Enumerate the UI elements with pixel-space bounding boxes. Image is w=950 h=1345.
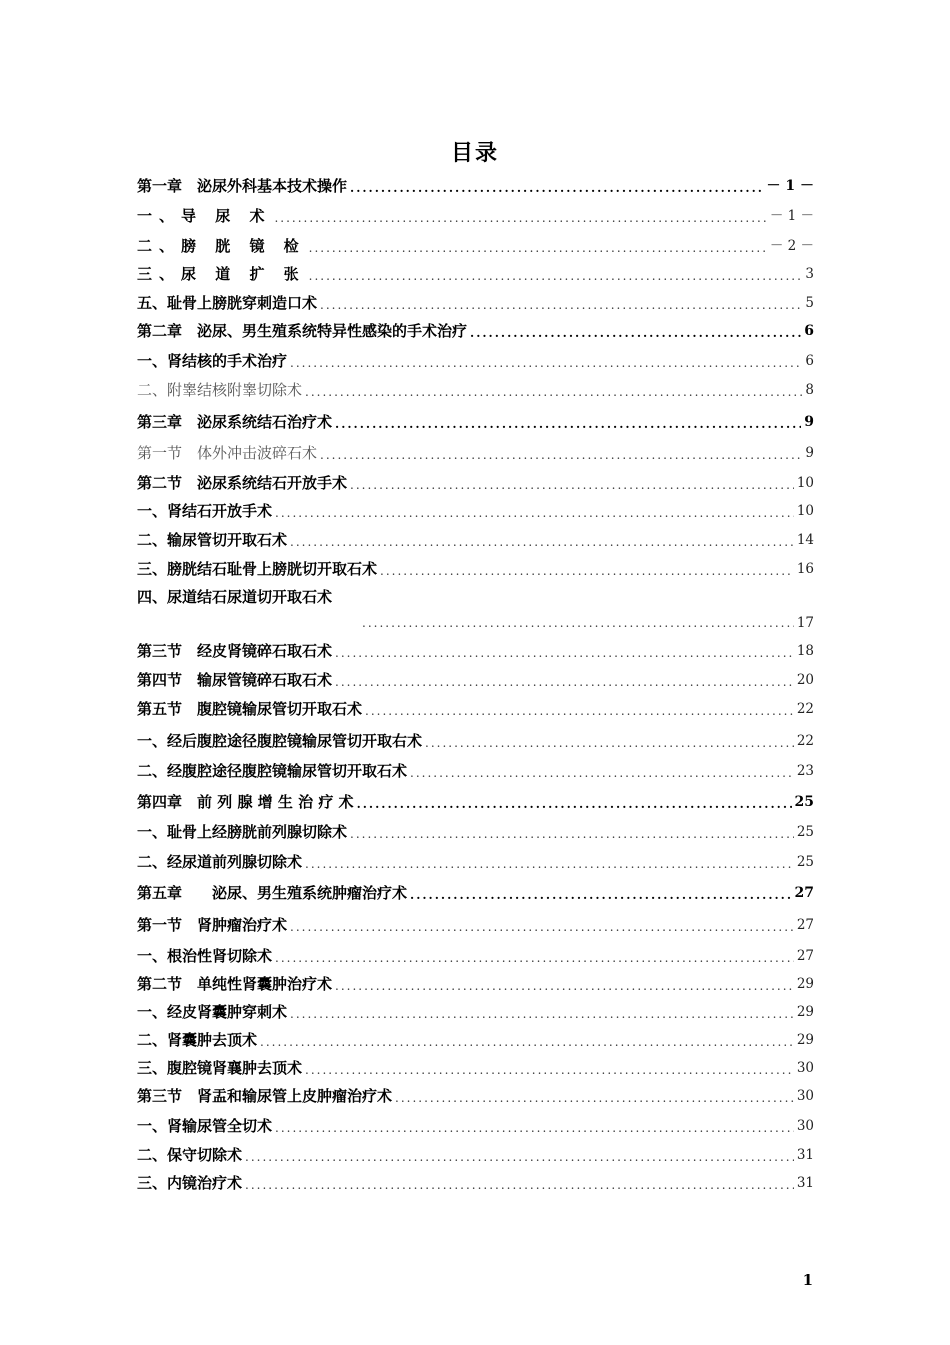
- toc-entry-title: 第三节 经皮肾镜碎石取石术: [137, 642, 333, 660]
- toc-entry-title: 第五节 腹腔镜输尿管切开取石术: [137, 700, 363, 718]
- toc-entry-title: 第一章 泌尿外科基本技术操作: [137, 177, 348, 195]
- toc-entry-page: 25: [796, 854, 814, 870]
- toc-entry[interactable]: [137, 823, 814, 841]
- toc-entry-title: 一、耻骨上经膀胱前列腺切除术: [137, 823, 348, 841]
- toc-entry-title: 三、膀胱结石耻骨上膀胱切开取石术: [137, 560, 378, 578]
- toc-entry-title: 第五章 泌尿、男生殖系统肿瘤治疗术: [137, 884, 408, 902]
- toc-dot-leader: [274, 211, 766, 225]
- toc-entry[interactable]: [137, 352, 814, 370]
- toc-entry-page: 9: [804, 414, 814, 430]
- toc-entry-page: 6: [805, 353, 814, 369]
- toc-dot-leader: [335, 675, 794, 689]
- toc-entry-title: 一、肾输尿管全切术: [137, 1117, 273, 1135]
- toc-dot-leader: [350, 827, 794, 841]
- toc-entry-title: 第二节 单纯性肾囊肿治疗术: [137, 975, 333, 993]
- toc-dot-leader: [275, 506, 794, 520]
- toc-dot-leader: [410, 766, 794, 780]
- toc-entry-title: 二、肾囊肿去顶术: [137, 1031, 258, 1049]
- toc-entry-title: 一、根治性肾切除术: [137, 947, 273, 965]
- toc-entry-title: 三、内镜治疗术: [137, 1174, 243, 1192]
- toc-entry[interactable]: [137, 642, 814, 660]
- toc-entry[interactable]: [137, 237, 814, 255]
- toc-dot-leader: [275, 1121, 794, 1135]
- toc-dot-leader: [335, 646, 794, 660]
- toc-entry-title: 第一节 体外冲击波碎石术: [137, 444, 318, 462]
- toc-entry-title: 三、腹腔镜肾襄肿去顶术: [137, 1059, 303, 1077]
- toc-dot-leader: [309, 269, 803, 283]
- toc-dot-leader: [290, 920, 794, 934]
- toc-entry-page: 30: [796, 1060, 814, 1076]
- toc-dot-leader: [350, 181, 763, 195]
- toc-entry-page: 6: [804, 323, 814, 339]
- toc-entry-title: 一、导 尿 术: [137, 207, 272, 225]
- toc-dot-leader: [362, 614, 794, 632]
- toc-entry-page: 16: [796, 561, 814, 577]
- toc-entry-title: 二、输尿管切开取石术: [137, 531, 288, 549]
- toc-entry-title: 二、经尿道前列腺切除术: [137, 853, 303, 871]
- toc-dot-leader: [290, 356, 802, 370]
- toc-entry[interactable]: [137, 853, 814, 871]
- page-number: 1: [802, 1271, 813, 1289]
- toc-entry-continuation[interactable]: [137, 614, 814, 632]
- toc-entry-page: 17: [796, 615, 814, 631]
- toc-entry-title: 第四节 输尿管镜碎石取石术: [137, 671, 333, 689]
- toc-entry[interactable]: [137, 1003, 814, 1021]
- toc-entry[interactable]: [137, 762, 814, 780]
- toc-dot-leader: [335, 979, 794, 993]
- toc-entry-page: 5: [805, 295, 814, 311]
- toc-entry-page: 22: [796, 733, 814, 749]
- toc-dot-leader: [357, 797, 792, 811]
- toc-dot-leader: [320, 448, 802, 462]
- toc-entry-title: 第三章 泌尿系统结石治疗术: [137, 413, 333, 431]
- toc-entry-page: 27: [796, 948, 814, 964]
- toc-entry[interactable]: [137, 700, 814, 718]
- toc-dot-leader: [305, 1063, 794, 1077]
- toc-entry-page: 10: [796, 503, 814, 519]
- toc-entry-page: 18: [796, 643, 814, 659]
- toc-entry[interactable]: [137, 793, 814, 811]
- toc-entry-page: 3: [805, 266, 814, 282]
- toc-entry[interactable]: [137, 381, 814, 399]
- toc-entry[interactable]: [137, 884, 814, 902]
- toc-entry-page: 29: [796, 976, 814, 992]
- toc-entry-page: 20: [796, 672, 814, 688]
- toc-entry-title: 二、附睾结核附睾切除术: [137, 381, 303, 399]
- toc-entry-title: 二、经腹腔途径腹腔镜输尿管切开取石术: [137, 762, 408, 780]
- toc-entry-page: 9: [805, 445, 814, 461]
- toc-dot-leader: [410, 888, 792, 902]
- toc-entry[interactable]: [137, 671, 814, 689]
- page-title: 目录: [450, 140, 499, 166]
- toc-dot-leader: [320, 298, 802, 312]
- toc-entry[interactable]: [137, 1146, 814, 1164]
- toc-entry-page: 30: [796, 1088, 814, 1104]
- toc-entry[interactable]: [137, 294, 814, 312]
- toc-entry-page: 29: [796, 1032, 814, 1048]
- toc-dot-leader: [335, 417, 801, 431]
- toc-dot-leader: [290, 1007, 794, 1021]
- toc-entry[interactable]: [137, 1087, 814, 1105]
- toc-entry-title: 一、肾结石开放手术: [137, 502, 273, 520]
- toc-dot-leader: [395, 1091, 794, 1105]
- toc-entry[interactable]: [137, 947, 814, 965]
- toc-entry-page: 27: [794, 885, 814, 901]
- toc-entry-page: 31: [796, 1175, 814, 1191]
- toc-entry-title: 一、经皮肾囊肿穿刺术: [137, 1003, 288, 1021]
- toc-dot-leader: [245, 1150, 794, 1164]
- toc-entry-title: 一、肾结核的手术治疗: [137, 352, 288, 370]
- toc-dot-leader: [365, 704, 794, 718]
- toc-entry-page: 22: [796, 701, 814, 717]
- toc-entry-page: 8: [805, 382, 814, 398]
- toc-entry-page: 30: [796, 1118, 814, 1134]
- toc-entry-page: 29: [796, 1004, 814, 1020]
- toc-dot-leader: [305, 857, 794, 871]
- toc-entry-title: 一、经后腹腔途径腹腔镜输尿管切开取右术: [137, 732, 423, 750]
- toc-entry-page: 25: [794, 794, 814, 810]
- toc-entry[interactable]: [137, 502, 814, 520]
- toc-entry-title: 第三节 肾盂和输尿管上皮肿瘤治疗术: [137, 1087, 393, 1105]
- toc-entry-page: 27: [796, 917, 814, 933]
- table-of-contents: [137, 172, 814, 1192]
- toc-entry[interactable]: [137, 732, 814, 750]
- toc-entry-title: 第一节 肾肿瘤治疗术: [137, 916, 288, 934]
- toc-dot-leader: [260, 1035, 794, 1049]
- toc-entry-title: 第四章 前 列 腺 增 生 治 疗 术: [137, 793, 354, 811]
- toc-dot-leader: [275, 951, 794, 965]
- toc-entry-title: 二、保守切除术: [137, 1146, 243, 1164]
- toc-dot-leader: [290, 535, 794, 549]
- toc-dot-leader: [380, 564, 794, 578]
- toc-entry[interactable]: [137, 1117, 814, 1135]
- toc-entry[interactable]: [137, 1059, 814, 1077]
- toc-entry-title: 四、尿道结石尿道切开取石术: [137, 588, 333, 606]
- toc-entry-title: 三、尿 道 扩 张: [137, 265, 306, 283]
- toc-entry[interactable]: [137, 474, 814, 492]
- toc-dot-leader: [425, 736, 794, 750]
- toc-entry-page: － 2 －: [769, 238, 814, 254]
- toc-entry-page: － 1 －: [766, 178, 814, 194]
- toc-dot-leader: [245, 1178, 794, 1192]
- toc-entry: [137, 588, 814, 606]
- toc-entry[interactable]: [137, 177, 814, 195]
- toc-entry-page: － 1 －: [769, 208, 814, 224]
- toc-entry-title: 第二节 泌尿系统结石开放手术: [137, 474, 348, 492]
- toc-entry-page: 31: [796, 1147, 814, 1163]
- toc-entry[interactable]: [137, 207, 814, 225]
- toc-entry[interactable]: [137, 265, 814, 283]
- toc-entry[interactable]: [137, 916, 814, 934]
- toc-dot-leader: [350, 478, 794, 492]
- toc-entry[interactable]: [137, 1174, 814, 1192]
- toc-entry-title: 五、耻骨上膀胱穿刺造口术: [137, 294, 318, 312]
- toc-entry-page: 10: [796, 475, 814, 491]
- toc-entry[interactable]: [137, 444, 814, 462]
- toc-dot-leader: [470, 326, 801, 340]
- toc-entry[interactable]: [137, 413, 814, 431]
- toc-dot-leader: [309, 241, 767, 255]
- toc-entry[interactable]: [137, 322, 814, 340]
- toc-entry-title: 第二章 泌尿、男生殖系统特异性感染的手术治疗: [137, 322, 468, 340]
- toc-entry-page: 25: [796, 824, 814, 840]
- toc-entry-page: 23: [796, 763, 814, 779]
- toc-entry[interactable]: [137, 531, 814, 549]
- toc-entry[interactable]: [137, 975, 814, 993]
- toc-entry[interactable]: [137, 1031, 814, 1049]
- toc-dot-leader: [305, 385, 802, 399]
- toc-entry-page: 14: [796, 532, 814, 548]
- toc-entry-title: 二、膀 胱 镜 检: [137, 237, 306, 255]
- toc-entry[interactable]: [137, 560, 814, 578]
